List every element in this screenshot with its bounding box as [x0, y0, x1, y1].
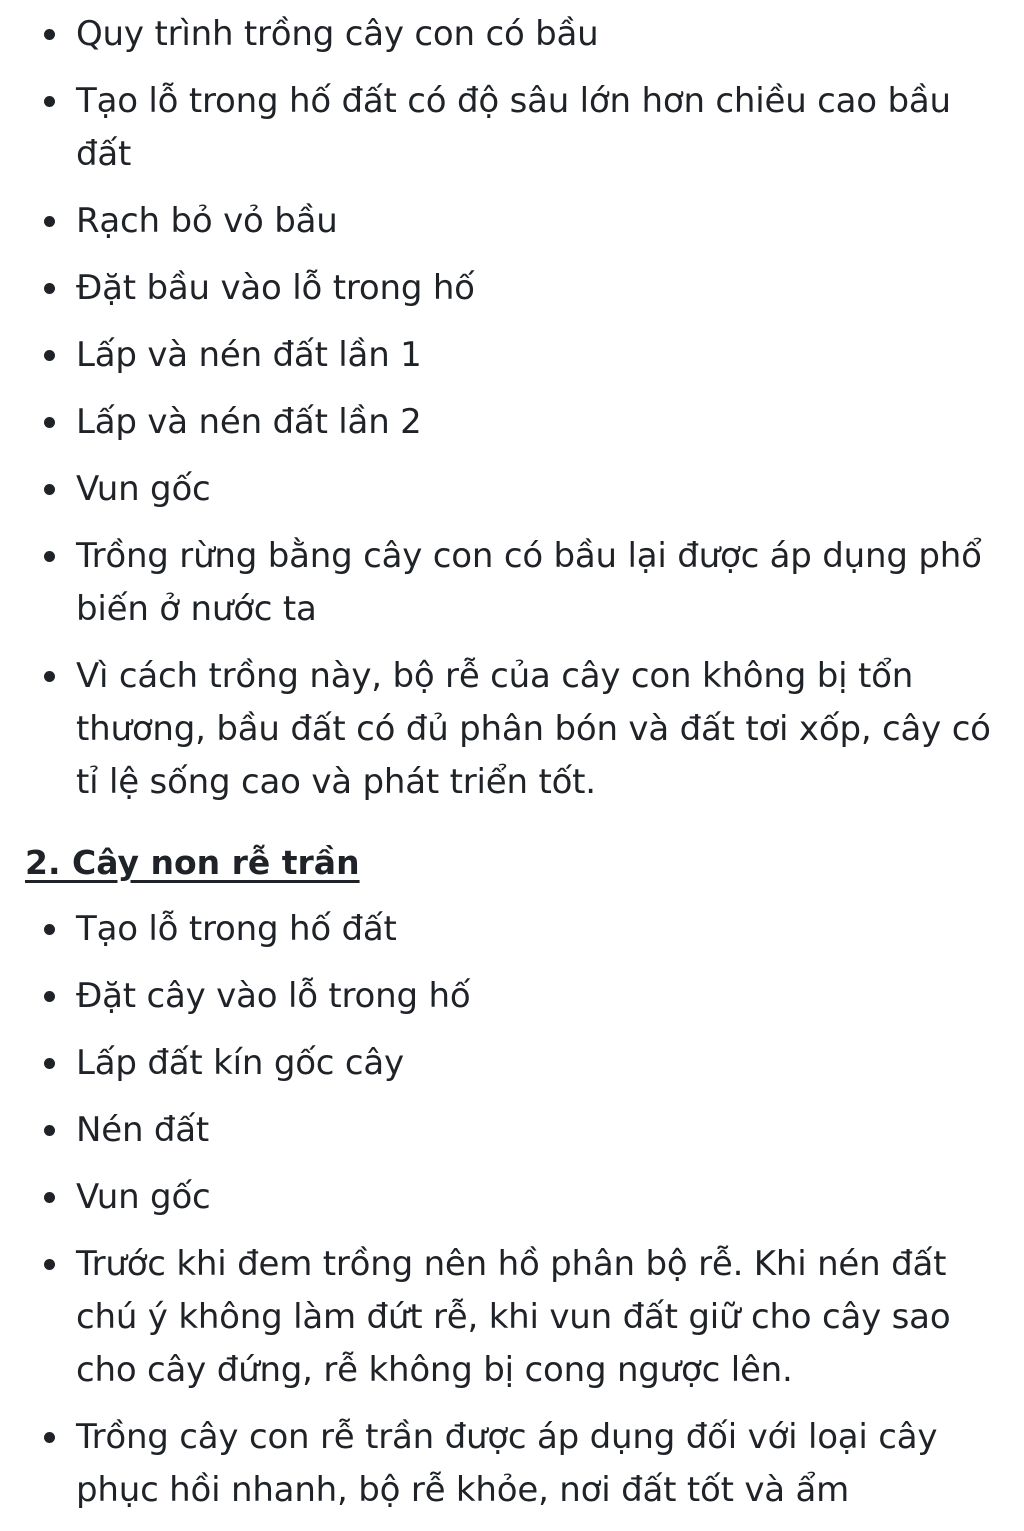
list-item [0, 1104, 1024, 1157]
list-item-text: Vì cách trồng này, bộ rễ của cây con không bị tổn thương, bầu đất có đủ phân bón và đất tơi xốp, cây có tỉ lệ sống cao và phát triển tốt. [76, 656, 991, 802]
bullet-dot-icon [44, 96, 55, 107]
bullet-dot-icon [44, 484, 55, 495]
bullet-dot-icon [44, 29, 55, 40]
list-item [0, 262, 1024, 315]
list-item [0, 1171, 1024, 1224]
bullet-dot-icon [44, 551, 55, 562]
list-item [0, 1037, 1024, 1090]
bullet-dot-icon [44, 1192, 55, 1203]
list-item [0, 195, 1024, 248]
list-item-text: Vun gốc [76, 469, 211, 509]
list-item-text: Rạch bỏ vỏ bầu [76, 201, 338, 241]
list-item [0, 1411, 1024, 1517]
list-item [0, 1238, 1024, 1397]
bullet-dot-icon [44, 1058, 55, 1069]
list-item [0, 329, 1024, 382]
list-item [0, 650, 1024, 809]
bullet-list-bare-root-seedling [0, 903, 1024, 1531]
list-item-text: Quy trình trồng cây con có bầu [76, 14, 599, 54]
list-item-text: Nén đất [76, 1110, 210, 1150]
list-item-text: Tạo lỗ trong hố đất có độ sâu lớn hơn chiều cao bầu đất [76, 81, 951, 174]
list-item-text: Trồng cây con rễ trần được áp dụng đối với loại cây phục hồi nhanh, bộ rễ khỏe, nơi đất tốt và ẩm [76, 1417, 938, 1510]
bullet-dot-icon [44, 1125, 55, 1136]
bullet-dot-icon [44, 417, 55, 428]
bullet-dot-icon [44, 216, 55, 227]
bullet-dot-icon [44, 671, 55, 682]
list-item-text: Đặt cây vào lỗ trong hố [76, 976, 471, 1016]
bullet-list-seedling-with-bag [0, 8, 1024, 823]
bullet-dot-icon [44, 283, 55, 294]
list-item [0, 75, 1024, 181]
list-item-text: Tạo lỗ trong hố đất [76, 909, 397, 949]
list-item [0, 970, 1024, 1023]
bullet-dot-icon [44, 1432, 55, 1443]
list-item-text: Vun gốc [76, 1177, 211, 1217]
list-item [0, 463, 1024, 516]
list-item-text: Lấp và nén đất lần 2 [76, 402, 422, 442]
list-item [0, 8, 1024, 61]
bullet-dot-icon [44, 1259, 55, 1270]
list-item [0, 396, 1024, 449]
list-item-text: Lấp đất kín gốc cây [76, 1043, 404, 1083]
bullet-dot-icon [44, 924, 55, 935]
list-item-text: Trước khi đem trồng nên hồ phân bộ rễ. Khi nén đất chú ý không làm đứt rễ, khi vun đất giữ cho cây sao cho cây đứng, rễ không bị cong ngược lên. [76, 1244, 951, 1390]
list-item [0, 530, 1024, 636]
list-item-text: Lấp và nén đất lần 1 [76, 335, 422, 375]
list-item-text: Đặt bầu vào lỗ trong hố [76, 268, 475, 308]
list-item [0, 903, 1024, 956]
list-item-text: Trồng rừng bằng cây con có bầu lại được áp dụng phổ biến ở nước ta [76, 536, 982, 629]
bullet-dot-icon [44, 350, 55, 361]
bullet-dot-icon [44, 991, 55, 1002]
section-heading: 2. Cây non rễ trần [25, 843, 360, 882]
